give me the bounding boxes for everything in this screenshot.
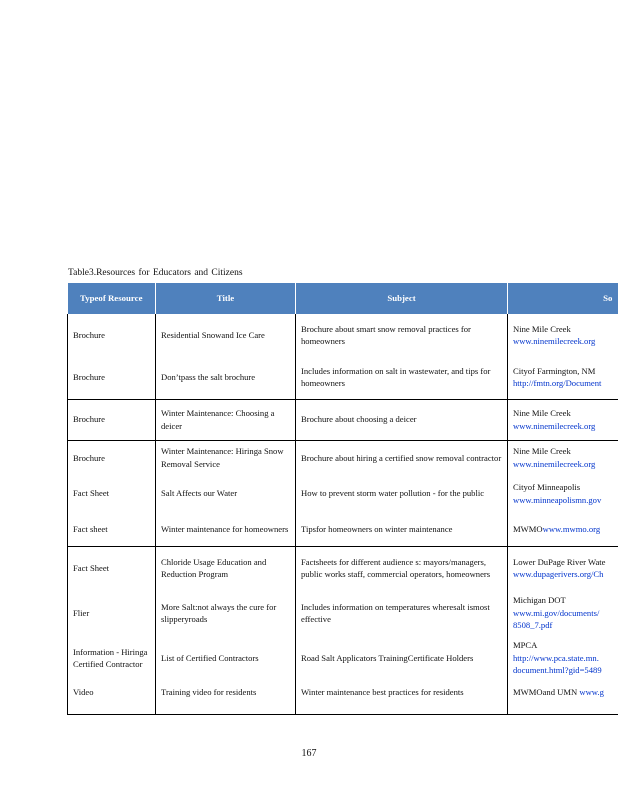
source-link[interactable]: www.mi.gov/documents/ <box>513 607 600 618</box>
cell-source <box>508 314 618 356</box>
source-name: Cityof Farmington, NM <box>513 365 596 376</box>
cell-subject: Factsheets for different audience s: mayors/managers, public works staff, commercial operators, homeowners <box>296 546 508 590</box>
cell-source <box>508 475 618 512</box>
header-source: So <box>508 283 618 314</box>
cell-type: Video <box>68 680 156 714</box>
source-link[interactable]: www.ninemilecreek.org <box>513 458 596 469</box>
cell-subject: Brochure about choosing a deicer <box>296 399 508 440</box>
source-name: MWMO <box>513 523 543 534</box>
header-title: Title <box>156 283 296 314</box>
table-row <box>68 680 618 714</box>
source-name: Cityof Minneapolis <box>513 482 581 492</box>
cell-type: Flier <box>68 590 156 636</box>
source-link[interactable]: http://fmtn.org/Document <box>513 378 602 389</box>
cell-subject: Brochure about smart snow removal practices for homeowners <box>296 314 508 356</box>
table-row <box>68 440 618 475</box>
cell-source <box>508 680 618 714</box>
header-subject: Subject <box>296 283 508 314</box>
cell-title: Chloride Usage Education and Reduction Program <box>156 546 296 590</box>
cell-type: Information - Hiringa Certified Contractor <box>68 636 156 680</box>
cell-subject: Brochure about hiring a certified snow removal contractor <box>296 440 508 475</box>
source-name: MWMOand UMN <box>513 687 578 697</box>
cell-source <box>508 546 618 590</box>
source-link[interactable]: www.dupagerivers.org/Ch <box>513 569 604 580</box>
source-name: Michigan DOT <box>513 595 566 606</box>
cell-type: Fact Sheet <box>68 546 156 590</box>
source-link-continued[interactable]: document.html?gid=5489 <box>513 665 602 676</box>
cell-title: List of Certified Contractors <box>156 636 296 680</box>
source-link[interactable]: www.mwmo.org <box>542 523 601 534</box>
table-row <box>68 512 618 546</box>
table-row <box>68 546 618 590</box>
table-row <box>68 590 618 636</box>
table-row <box>68 356 618 399</box>
cell-type: Brochure <box>68 356 156 399</box>
cell-title: Winter Maintenance: Choosing a deicer <box>156 399 296 440</box>
cell-subject: How to prevent storm water pollution - for the public <box>296 475 508 512</box>
source-name: Nine Mile Creek <box>513 446 571 457</box>
resources-table <box>67 283 618 717</box>
cell-title: Don’tpass the salt brochure <box>156 356 296 399</box>
cell-subject: Includes information on temperatures wheresalt ismost effective <box>296 590 508 636</box>
cell-title: Residential Snowand Ice Care <box>156 314 296 356</box>
cell-source <box>508 356 618 399</box>
source-name: Lower DuPage River Wate <box>513 556 606 567</box>
header-type: Typeof Resource <box>68 283 156 314</box>
source-name: MPCA <box>513 640 538 651</box>
cell-source <box>508 636 618 680</box>
source-name: Nine Mile Creek <box>513 323 571 334</box>
cell-subject: Winter maintenance best practices for residents <box>296 680 508 714</box>
cell-title: More Salt:not always the cure for slipperyroads <box>156 590 296 636</box>
cell-source <box>508 590 618 636</box>
cell-type: Fact sheet <box>68 512 156 546</box>
source-name: Nine Mile Creek <box>513 408 571 418</box>
page-number: 167 <box>301 748 317 759</box>
source-link[interactable]: www.ninemilecreek.org <box>513 420 596 431</box>
cell-type: Fact Sheet <box>68 475 156 512</box>
source-link-continued[interactable]: 8508_7.pdf <box>513 620 553 631</box>
cell-subject: Includes information on salt in wastewater, and tips for homeowners <box>296 356 508 399</box>
cell-subject: Tipsfor homeowners on winter maintenance <box>296 512 508 546</box>
cell-source <box>508 512 618 546</box>
table-caption: Table3.Resources for Educators and Citizens <box>68 268 243 278</box>
cell-source <box>508 440 618 475</box>
source-link[interactable]: www.ninemilecreek.org <box>513 336 596 346</box>
table-row <box>68 314 618 356</box>
source-link[interactable]: www.minneapolismn.gov <box>513 494 602 505</box>
table-row <box>68 399 618 440</box>
cell-source <box>508 399 618 440</box>
cell-title: Salt Affects our Water <box>156 475 296 512</box>
source-link[interactable]: www.g <box>579 687 604 697</box>
cell-title: Training video for residents <box>156 680 296 714</box>
cell-title: Winter Maintenance: Hiringa Snow Removal Service <box>156 440 296 475</box>
cell-type: Brochure <box>68 440 156 475</box>
cell-title: Winter maintenance for homeowners <box>156 512 296 546</box>
cell-type: Brochure <box>68 314 156 356</box>
table-header-row <box>68 283 618 314</box>
source-link[interactable]: http://www.pca.state.mn. <box>513 652 599 663</box>
cell-type: Brochure <box>68 399 156 440</box>
cell-subject: Road Salt Applicators TrainingCertificate Holders <box>296 636 508 680</box>
table-row <box>68 475 618 512</box>
table-row <box>68 636 618 680</box>
